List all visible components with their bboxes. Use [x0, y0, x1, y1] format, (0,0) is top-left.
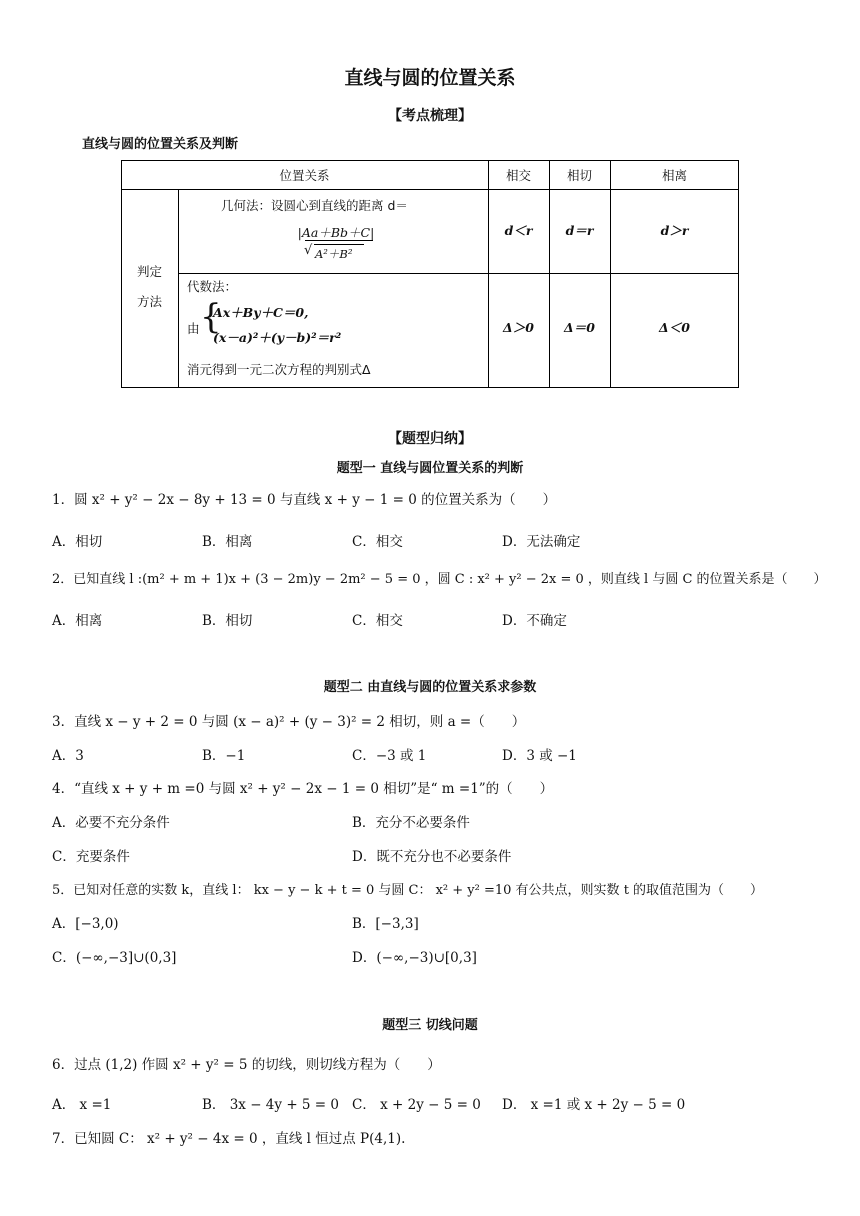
type-heading-1: 题型一 直线与圆位置关系的判断	[336, 461, 524, 476]
q5-option-a: A．[−3,0)	[52, 916, 119, 932]
alg-cell-separate: Δ＜0	[659, 320, 690, 335]
alg-cell-tangent: Δ＝0	[564, 320, 595, 335]
q1-option-d: D．无法确定	[502, 534, 581, 550]
q4-option-d: D．既不充分也不必要条件	[352, 849, 512, 865]
geom-cell-separate: d＞r	[660, 223, 689, 238]
geom-formula-numerator: |Aa＋Bb＋C|	[297, 225, 375, 240]
header-separate: 相离	[661, 168, 687, 183]
q6-option-a: A． x =1	[52, 1097, 112, 1113]
row-label-judge: 判定	[136, 264, 162, 279]
row-label-method: 方法	[136, 294, 162, 309]
q5-option-d: D．(−∞,−3)∪[0,3]	[352, 950, 477, 966]
q6-option-c: C． x + 2y − 5 = 0	[352, 1097, 481, 1113]
q3-option-d: D．3 或 −1	[502, 748, 577, 764]
question-1: 1．圆 x² + y² − 2x − 8y + 13 = 0 与直线 x + y − 1 = 0 的位置关系为（ ）	[52, 492, 557, 508]
question-4: 4．“直线 x + y + m =0 与圆 x² + y² − 2x − 1 = 0 相切”是“ m =1”的（ ）	[52, 781, 554, 797]
question-5: 5．已知对任意的实数 k，直线 l： kx − y − k + t = 0 与圆 C： x² + y² =10 有公共点，则实数 t 的取值范围为（ ）	[52, 883, 764, 898]
geom-cell-intersect: d＜r	[504, 223, 533, 238]
q5-option-b: B．[−3,3]	[352, 916, 419, 932]
question-2: 2．已知直线 l :(m² + m + 1)x + (3 − 2m)y − 2m² − 5 = 0 ，圆 C : x² + y² − 2x = 0 ，则直线 l 与圆 C 的位置关系是（ ）	[52, 572, 827, 587]
q3-option-b: B．−1	[202, 748, 246, 764]
section-heading-2: 【题型归纳】	[388, 431, 472, 447]
header-relation: 位置关系	[279, 168, 330, 183]
sqrt-sign: √	[304, 243, 313, 258]
relation-table	[121, 160, 739, 388]
page-title: 直线与圆的位置关系	[344, 67, 516, 89]
geom-formula-denominator: A²＋B²	[315, 247, 353, 261]
q4-option-b: B．充分不必要条件	[352, 815, 470, 831]
header-tangent: 相切	[566, 168, 592, 183]
alg-tail: 消元得到一元二次方程的判别式Δ	[187, 362, 371, 377]
section-heading-1: 【考点梳理】	[388, 108, 472, 124]
q2-option-c: C．相交	[352, 613, 403, 629]
question-6: 6．过点 (1,2) 作圆 x² + y² = 5 的切线，则切线方程为（ ）	[52, 1057, 441, 1073]
alg-cell-intersect: Δ＞0	[503, 320, 534, 335]
subheading: 直线与圆的位置关系及判断	[82, 137, 239, 152]
alg-eq2: (x－a)²＋(y－b)²＝r²	[213, 330, 342, 345]
alg-prefix: 由	[187, 321, 200, 336]
type-heading-3: 题型三 切线问题	[382, 1018, 478, 1033]
q4-option-c: C．充要条件	[52, 849, 130, 865]
q1-option-b: B．相离	[202, 534, 253, 550]
q5-option-c: C．(−∞,−3]∪(0,3]	[52, 950, 177, 966]
header-intersect: 相交	[505, 168, 531, 183]
q2-option-a: A．相离	[52, 613, 103, 629]
q2-option-b: B．相切	[202, 613, 253, 629]
q1-option-a: A．相切	[52, 534, 103, 550]
q1-option-c: C．相交	[352, 534, 403, 550]
geom-method-text: 几何法：设圆心到直线的距离 d＝	[221, 198, 408, 213]
q3-option-c: C．−3 或 1	[352, 748, 427, 764]
q4-option-a: A．必要不充分条件	[52, 815, 170, 831]
q2-option-d: D．不确定	[502, 613, 567, 629]
type-heading-2: 题型二 由直线与圆的位置关系求参数	[323, 680, 537, 695]
question-3: 3．直线 x − y + 2 = 0 与圆 (x − a)² + (y − 3)² = 2 相切，则 a =（ ）	[52, 714, 526, 730]
alg-method-title: 代数法：	[187, 279, 238, 294]
geom-cell-tangent: d＝r	[565, 223, 594, 238]
q6-option-b: B． 3x − 4y + 5 = 0	[202, 1097, 339, 1113]
brace-icon: {	[200, 297, 222, 337]
alg-eq1: Ax＋By＋C＝0,	[213, 305, 309, 320]
q6-option-d: D． x =1 或 x + 2y − 5 = 0	[502, 1097, 686, 1113]
q3-option-a: A．3	[52, 748, 84, 764]
question-7: 7．已知圆 C： x² + y² − 4x = 0 ，直线 l 恒过点 P(4,1).	[52, 1131, 406, 1147]
